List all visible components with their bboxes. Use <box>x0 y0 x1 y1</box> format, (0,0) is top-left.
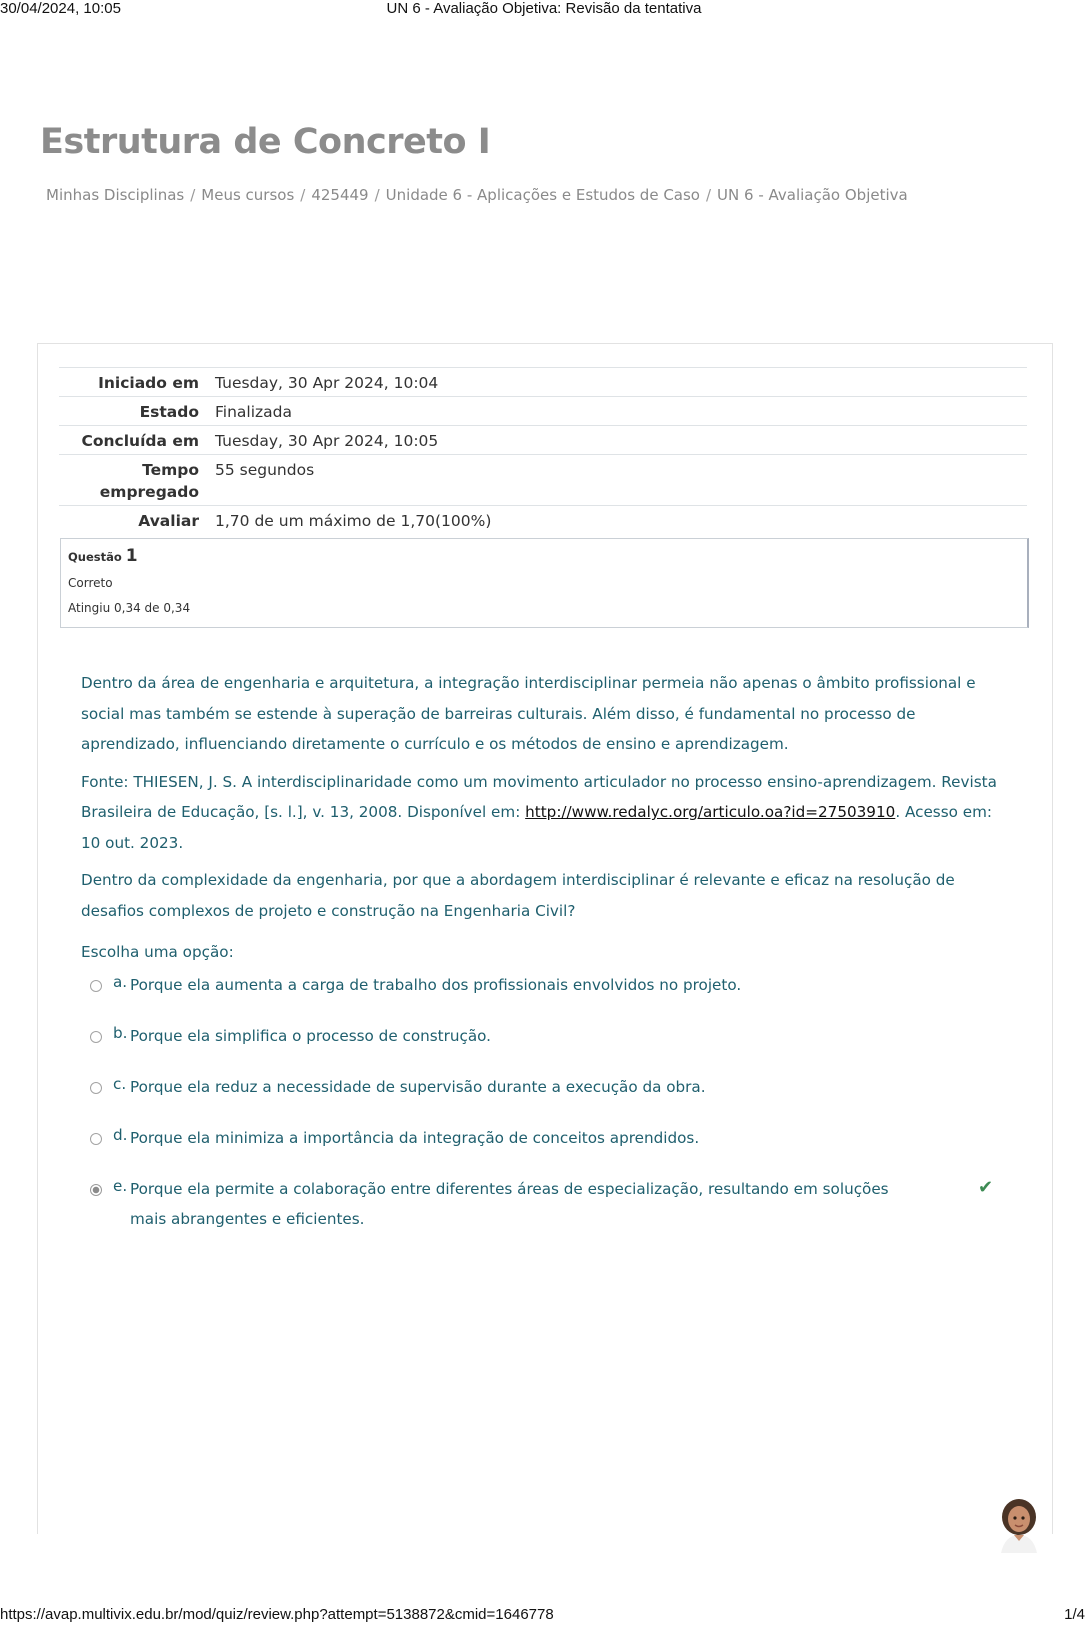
summary-label: Avaliar <box>138 512 199 530</box>
radio-button[interactable] <box>90 980 102 992</box>
question-text <box>81 668 1011 933</box>
breadcrumb-meus-cursos[interactable]: Meus cursos <box>201 186 295 204</box>
breadcrumb-quiz[interactable]: UN 6 - Avaliação Objetiva <box>717 186 908 204</box>
source-access-date: . Acesso em: 10 out. 2023. <box>81 803 992 852</box>
attempt-summary-table <box>59 367 1027 534</box>
summary-row <box>59 397 1027 426</box>
summary-value: Tuesday, 30 Apr 2024, 10:04 <box>215 374 439 392</box>
answer-letter: d. <box>113 1126 128 1144</box>
summary-label: Tempo empregado <box>99 461 199 501</box>
answer-letter: e. <box>113 1177 128 1195</box>
print-page-number: 1/4 <box>1064 1606 1085 1623</box>
print-header <box>0 0 1088 18</box>
question-info-box <box>60 538 1029 628</box>
breadcrumb-separator: / <box>705 186 712 204</box>
print-url: https://avap.multivix.edu.br/mod/quiz/review.php?attempt=5138872&cmid=1646778 <box>0 1606 554 1623</box>
question-number-value: 1 <box>125 546 138 566</box>
breadcrumb-separator: / <box>300 186 306 204</box>
summary-label: Concluída em <box>81 432 199 450</box>
summary-label: Iniciado em <box>98 374 199 392</box>
answer-letter: b. <box>113 1024 128 1042</box>
answer-text: Porque ela simplifica o processo de construção. <box>130 1027 492 1045</box>
breadcrumb <box>46 186 908 204</box>
answer-letter: c. <box>113 1075 127 1093</box>
print-page-title: UN 6 - Avaliação Objetiva: Revisão da tentativa <box>386 0 702 17</box>
summary-label: Estado <box>139 403 199 421</box>
breadcrumb-separator: / <box>374 186 380 204</box>
question-grade: Atingiu 0,34 de 0,34 <box>68 601 191 615</box>
radio-button[interactable] <box>90 1133 102 1145</box>
summary-row <box>59 368 1027 397</box>
summary-value: 1,70 de um máximo de 1,70(100%) <box>215 512 492 530</box>
answer-prompt: Escolha uma opção: <box>81 943 234 961</box>
print-footer <box>0 1605 1088 1623</box>
source-link[interactable]: http://www.redalyc.org/articulo.oa?id=27503910 <box>525 803 896 821</box>
answer-letter: a. <box>113 973 128 991</box>
answer-text: Porque ela reduz a necessidade de supervisão durante a execução da obra. <box>130 1078 706 1096</box>
course-title: Estrutura de Concreto I <box>40 122 491 162</box>
breadcrumb-separator: / <box>190 186 196 204</box>
answer-option-a[interactable] <box>90 970 1020 1000</box>
summary-row <box>59 506 1027 535</box>
summary-value: Finalizada <box>215 403 293 421</box>
summary-row <box>59 426 1027 455</box>
question-number <box>68 546 138 566</box>
question-state: Correto <box>68 576 113 590</box>
summary-row <box>59 455 1027 506</box>
summary-value: 55 segundos <box>215 461 315 479</box>
question-paragraph-prompt: Dentro da complexidade da engenharia, por que a abordagem interdisciplinar é relevante e eficaz na resolução de desafios complexos de projeto e construção na Engenharia Civil? <box>81 871 955 920</box>
answer-text: Porque ela permite a colaboração entre diferentes áreas de especialização, resultando em soluções mais abrangentes e eficientes. <box>130 1180 889 1228</box>
answer-text: Porque ela minimiza a importância da integração de conceitos aprendidos. <box>130 1129 700 1147</box>
breadcrumb-minhas-disciplinas[interactable]: Minhas Disciplinas <box>46 186 185 204</box>
breadcrumb-unit[interactable]: Unidade 6 - Aplicações e Estudos de Caso <box>385 186 700 204</box>
print-date: 30/04/2024, 10:05 <box>0 0 121 17</box>
answer-option-b[interactable] <box>90 1021 1020 1051</box>
question-paragraph-context: Dentro da área de engenharia e arquitetura, a integração interdisciplinar permeia não apenas o âmbito profissional e social mas também se estende à superação de barreiras culturais. Além disso, é fundamental no processo de aprendizado, influenciando diretamente o currículo e os métodos de ensino e aprendizagem. <box>81 674 976 753</box>
answer-option-d[interactable] <box>90 1123 1020 1153</box>
answer-option-c[interactable] <box>90 1072 1020 1102</box>
source-text: Fonte: THIESEN, J. S. A interdisciplinaridade como um movimento articulador no processo ensino-aprendizagem. Revista Brasileira de Educação, [s. l.], v. 13, 2008. Disponível em: <box>81 772 997 821</box>
assistant-avatar-icon[interactable] <box>997 1497 1041 1553</box>
correct-check-icon: ✔ <box>978 1177 994 1198</box>
answer-text: Porque ela aumenta a carga de trabalho dos profissionais envolvidos no projeto. <box>130 976 742 994</box>
answer-option-e[interactable] <box>90 1174 1020 1234</box>
radio-button-selected[interactable] <box>90 1184 102 1196</box>
radio-button[interactable] <box>90 1082 102 1094</box>
summary-value: Tuesday, 30 Apr 2024, 10:05 <box>215 432 439 450</box>
breadcrumb-course-id[interactable]: 425449 <box>311 186 369 204</box>
radio-button[interactable] <box>90 1031 102 1043</box>
answer-list <box>90 970 1020 1255</box>
question-source <box>81 767 1011 859</box>
question-prefix: Questão <box>68 550 122 564</box>
